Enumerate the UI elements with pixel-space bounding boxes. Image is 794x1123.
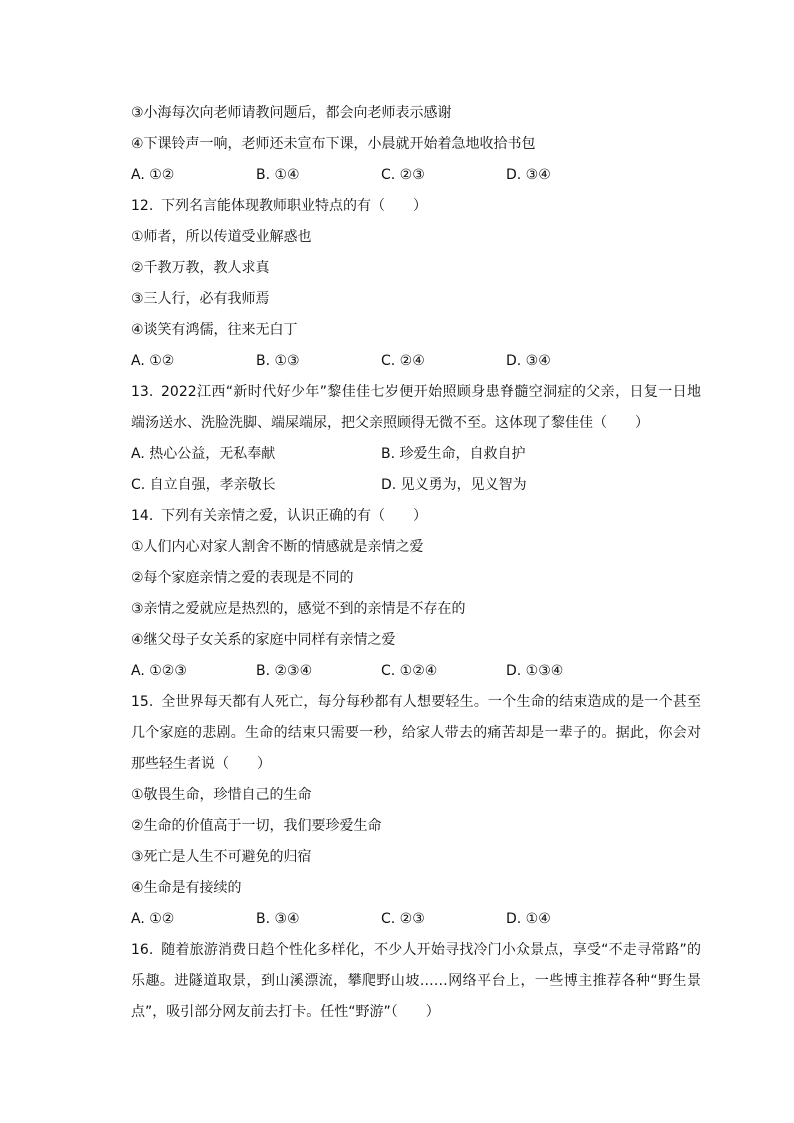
q15-options	[131, 904, 701, 935]
q12-item-4: ④谈笑有鸿儒，往来无白丁	[131, 322, 298, 338]
q12-options	[131, 346, 701, 377]
q14-stem	[131, 501, 701, 532]
q14-option-b[interactable]: B. ②③④	[256, 663, 313, 679]
q11-option-d[interactable]: D. ③④	[506, 167, 551, 183]
q15-option-a[interactable]: A. ①②	[131, 911, 175, 927]
q14-stem-text: 下列有关亲情之爱，认识正确的有（ ）	[161, 508, 427, 524]
q16-number: 16.	[131, 942, 154, 958]
q15-stem	[131, 687, 701, 780]
question-content	[131, 98, 701, 1028]
q15-option-d[interactable]: D. ①④	[506, 911, 551, 927]
q14-item-4: ④继父母子女关系的家庭中同样有亲情之爱	[131, 632, 396, 648]
q11-option-a[interactable]: A. ①②	[131, 167, 175, 183]
q12-option-c[interactable]: C. ②④	[381, 353, 425, 369]
q12-number: 12.	[131, 198, 154, 214]
q15-stem-text: 全世界每天都有人死亡，每分每秒都有人想要轻生。一个生命的结束造成的是一个甚至几个家庭的悲剧。生命的结束只需要一秒，给家人带去的痛苦却是一辈子的。据此，你会对那些轻生者说（ ）	[131, 694, 701, 772]
q12-option-d[interactable]: D. ③④	[506, 353, 551, 369]
q12-option-a[interactable]: A. ①②	[131, 353, 175, 369]
q12-option-b[interactable]: B. ①③	[256, 353, 300, 369]
q12-stem-text: 下列名言能体现教师职业特点的有（ ）	[161, 198, 427, 214]
q12-item-2: ②千教万教，教人求真	[131, 260, 270, 276]
q15-option-b[interactable]: B. ③④	[256, 911, 300, 927]
q13-stem-text: 2022江西“新时代好少年”黎佳佳七岁便开始照顾身患脊髓空洞症的父亲，日复一日地端汤送水、洗脸洗脚、端屎端尿，把父亲照顾得无微不至。这体现了黎佳佳（ ）	[131, 384, 701, 431]
q11-options	[131, 160, 701, 191]
q14-options	[131, 656, 701, 687]
q13-stem	[131, 377, 701, 439]
q14-option-a[interactable]: A. ①②③	[131, 663, 187, 679]
q15-number: 15.	[131, 694, 154, 710]
q14-item-3: ③亲情之爱就应是热烈的，感觉不到的亲情是不存在的	[131, 601, 466, 617]
q14-number: 14.	[131, 508, 154, 524]
q13-option-d[interactable]: D. 见义勇为，见义智为	[381, 477, 527, 493]
q14-option-c[interactable]: C. ①②④	[381, 663, 438, 679]
q11-option-c[interactable]: C. ②③	[381, 167, 425, 183]
q11-option-b[interactable]: B. ①④	[256, 167, 300, 183]
q13-option-c[interactable]: C. 自立自强，孝亲敬长	[131, 477, 276, 493]
q13-options-row-1	[131, 439, 701, 470]
q15-item-2: ②生命的价值高于一切，我们要珍爱生命	[131, 818, 382, 834]
q11-item-4: ④下课铃声一响，老师还未宣布下课，小晨就开始着急地收拾书包	[131, 136, 536, 152]
q13-options-row-2	[131, 470, 701, 501]
q12-item-1: ①师者，所以传道受业解惑也	[131, 229, 312, 245]
q15-item-3: ③死亡是人生不可避免的归宿	[131, 849, 312, 865]
q14-item-2: ②每个家庭亲情之爱的表现是不同的	[131, 570, 354, 586]
q15-option-c[interactable]: C. ②③	[381, 911, 425, 927]
q16-stem-text: 随着旅游消费日趋个性化多样化，不少人开始寻找冷门小众景点，享受“不走寻常路”的乐趣。进隧道取景，到山溪漂流，攀爬野山坡……网络平台上，一些博主推荐各种“野生景点”，吸引部分网友前去打卡。任性“野游”（ ）	[131, 942, 701, 1020]
q11-item-3: ③小海每次向老师请教问题后，都会向老师表示感谢	[131, 105, 452, 121]
q14-item-1: ①人们内心对家人割舍不断的情感就是亲情之爱	[131, 539, 424, 555]
q15-item-1: ①敬畏生命，珍惜自己的生命	[131, 787, 312, 803]
q12-stem	[131, 191, 701, 222]
q15-item-4: ④生命是有接续的	[131, 880, 242, 896]
q16-stem	[131, 935, 701, 1028]
q12-item-3: ③三人行，必有我师焉	[131, 291, 270, 307]
q14-option-d[interactable]: D. ①③④	[506, 663, 564, 679]
q13-option-b[interactable]: B. 珍爱生命，自救自护	[381, 446, 526, 462]
q13-option-a[interactable]: A. 热心公益，无私奉献	[131, 446, 276, 462]
q13-number: 13.	[131, 384, 154, 400]
